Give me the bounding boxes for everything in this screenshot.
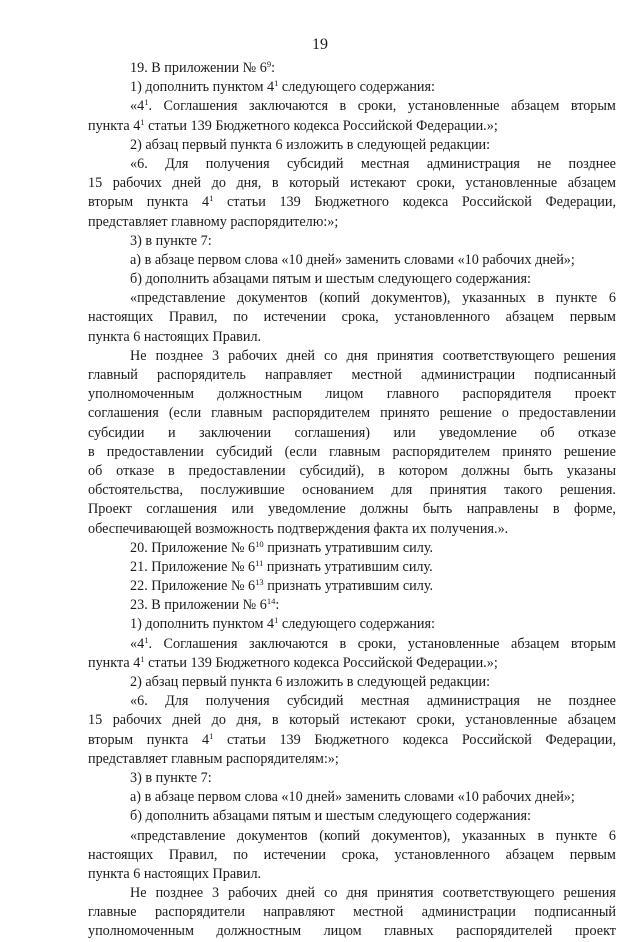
text-line: Не позднее 3 рабочих дней со дня принятия соответствующего решения [130, 347, 616, 364]
text-line: а) в абзаце первом слова «10 дней» заменить словами «10 рабочих дней»; [130, 789, 575, 806]
text-line: 20. Приложение № $6^{10}$ признать утратившим силу. [130, 538, 434, 556]
text-line: субсидии и заключении соглашения) или уведомление об отказе [88, 424, 616, 441]
text-line: главный распорядитель направляет местной администрации подписанный [88, 367, 616, 383]
text-line: представляет главному распорядителю:»; [88, 213, 339, 230]
text-line: главные распорядители направляют местной администрации подписанный [88, 904, 616, 921]
text-line: «6. Для получения субсидий местная администрация не позднее [130, 693, 616, 710]
text-line: пункта 6 настоящих Правил. [88, 865, 262, 882]
text-line: пункта 6 настоящих Правил. [88, 328, 262, 345]
text-line: «представление документов (копий документов), указанных в пункте 6 [130, 827, 616, 844]
text-line: 1) дополнить пунктом $4^1$ следующего содержания: [130, 78, 435, 96]
text-line: настоящих Правил, по истечении срока, установленного абзацем первым [88, 846, 616, 863]
text-line: 3) в пункте 7: [130, 769, 212, 786]
text-line: 22. Приложение № $6^{13}$ признать утратившим силу. [130, 577, 434, 595]
text-line: пункта $4^1$ статьи 139 Бюджетного кодекса Российской Федерации.»; [88, 653, 498, 671]
page-number: 19 [312, 36, 328, 53]
text-line: обстоятельства, послужившие основанием для принятия такого решения. [88, 482, 616, 499]
text-line: 21. Приложение № $6^{11}$ признать утратившим силу. [130, 557, 433, 575]
text-line: «$4^1$. Соглашения заключаются в сроки, установленные абзацем вторым [130, 97, 616, 115]
text-line: б) дополнить абзацами пятым и шестым следующего содержания: [130, 808, 531, 825]
text-line: Проект соглашения или уведомление должны быть направлены в форме, [88, 501, 616, 518]
text-line: уполномоченным должностным лицом главного распорядителя проект [88, 386, 616, 403]
text-line: 1) дополнить пунктом $4^1$ следующего содержания: [130, 615, 435, 633]
text-line: представляет главным распорядителям:»; [88, 750, 339, 767]
text-line: «6. Для получения субсидий местная администрация не позднее [130, 155, 616, 172]
text-line: 23. В приложении № $6^{14}$: [130, 596, 280, 614]
text-line: об отказе в предоставлении субсидий), в котором должны быть указаны [88, 462, 616, 479]
text-line: «$4^1$. Соглашения заключаются в сроки, установленные абзацем вторым [130, 634, 616, 652]
text-line: соглашения (если главным распорядителем принято решение о предоставлении [88, 405, 616, 422]
text-line: 3) в пункте 7: [130, 232, 212, 249]
document-body [88, 59, 616, 942]
text-line: настоящих Правил, по истечении срока, установленного абзацем первым [88, 309, 616, 326]
text-line: вторым пункта $4^1$ статьи 139 Бюджетного кодекса Российской Федерации, [88, 193, 616, 211]
text-line: Не позднее 3 рабочих дней со дня принятия соответствующего решения [130, 885, 616, 902]
text-line: в предоставлении субсидий (если главным распорядителем принято решение [88, 443, 616, 460]
text-line: 19. В приложении № $6^9$: [130, 59, 276, 76]
text-line: а) в абзаце первом слова «10 дней» заменить словами «10 рабочих дней»; [130, 251, 575, 268]
text-line: б) дополнить абзацами пятым и шестым следующего содержания: [130, 271, 531, 288]
text-line: 15 рабочих дней до дня, в который истекают сроки, установленные абзацем [88, 175, 616, 192]
text-line: уполномоченным должностным лицом главных распорядителей проект [88, 923, 616, 940]
text-line: «представление документов (копий документов), указанных в пункте 6 [130, 290, 616, 307]
text-line: 2) абзац первый пункта 6 изложить в следующей редакции: [130, 674, 491, 690]
text-line: вторым пункта $4^1$ статьи 139 Бюджетного кодекса Российской Федерации, [88, 730, 616, 748]
text-line: обеспечивающей возможность подтверждения факта их получения.». [88, 520, 509, 537]
text-line: пункта $4^1$ статьи 139 Бюджетного кодекса Российской Федерации.»; [88, 116, 498, 134]
text-line: 15 рабочих дней до дня, в который истекают сроки, установленные абзацем [88, 712, 616, 729]
text-line: 2) абзац первый пункта 6 изложить в следующей редакции: [130, 136, 491, 153]
